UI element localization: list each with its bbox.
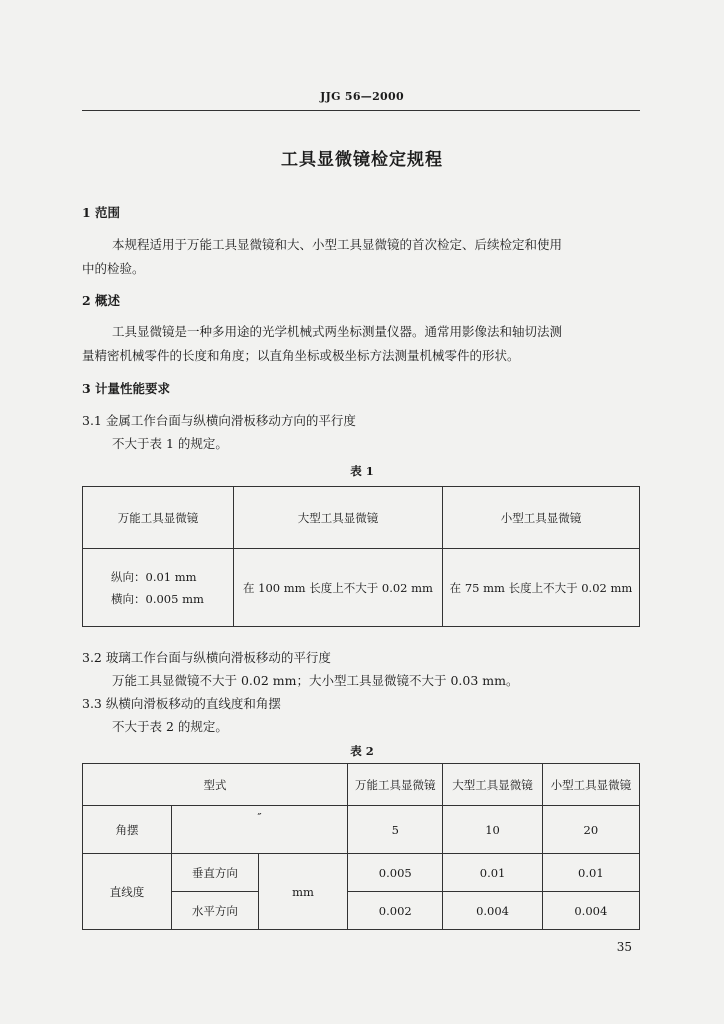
table-2-vertical-universal: 0.005 xyxy=(348,854,443,892)
section-1-text-line1: 本规程适用于万能工具显微镜和大、小型工具显微镜的首次检定、后续检定和使用 xyxy=(112,237,563,252)
table-2-angle-small: 20 xyxy=(542,806,639,854)
table-2-vertical-small: 0.01 xyxy=(542,854,639,892)
table-2-angle-large: 10 xyxy=(443,806,542,854)
section-3-1-heading: 3.1 金属工作台面与纵横向滑板移动方向的平行度 xyxy=(82,413,356,428)
table-2-header-small: 小型工具显微镜 xyxy=(542,764,639,806)
section-3-1-text: 不大于表 1 的规定。 xyxy=(112,436,228,451)
table-2-row-straightness-label: 直线度 xyxy=(83,854,172,930)
table-2-row-angle-label: 角摆 xyxy=(83,806,172,854)
table-2-horizontal-small: 0.004 xyxy=(542,892,639,930)
table-1-cell-transverse: 横向：0.005 mm xyxy=(111,591,204,606)
table-2-caption: 表 2 xyxy=(350,744,374,758)
table-2-header-universal: 万能工具显微镜 xyxy=(348,764,443,806)
table-1-header-small: 小型工具显微镜 xyxy=(443,487,640,549)
table-2-header-large: 大型工具显微镜 xyxy=(443,764,542,806)
table-2-vertical-large: 0.01 xyxy=(443,854,542,892)
page-title: 工具显微镜检定规程 xyxy=(281,150,443,170)
table-2-vertical-label: 垂直方向 xyxy=(171,854,258,892)
section-2-text-line2: 量精密机械零件的长度和角度；以直角坐标或极坐标方法测量机械零件的形状。 xyxy=(82,348,520,363)
table-2-straightness-unit: mm xyxy=(258,854,347,930)
section-1-heading: 1 范围 xyxy=(82,205,121,220)
table-2-angle-universal: 5 xyxy=(348,806,443,854)
table-2-header-type: 型式 xyxy=(83,764,348,806)
section-2-text-line1: 工具显微镜是一种多用途的光学机械式两坐标测量仪器。通常用影像法和轴切法测 xyxy=(112,324,563,339)
section-3-3-text: 不大于表 2 的规定。 xyxy=(112,719,228,734)
table-2-horizontal-universal: 0.002 xyxy=(348,892,443,930)
table-1-cell-large: 在 100 mm 长度上不大于 0.02 mm xyxy=(234,549,443,627)
section-3-heading: 3 计量性能要求 xyxy=(82,381,171,396)
table-1 xyxy=(82,486,640,627)
table-2 xyxy=(82,763,640,930)
page-number: 35 xyxy=(616,940,632,954)
table-2-horizontal-label: 水平方向 xyxy=(171,892,258,930)
section-3-3-heading: 3.3 纵横向滑板移动的直线度和角摆 xyxy=(82,696,281,711)
table-2-row-angle-unit: ″ xyxy=(171,806,347,854)
table-1-header-universal: 万能工具显微镜 xyxy=(83,487,234,549)
section-1-text-line2: 中的检验。 xyxy=(82,261,145,276)
section-2-heading: 2 概述 xyxy=(82,293,121,308)
table-1-cell-small: 在 75 mm 长度上不大于 0.02 mm xyxy=(443,549,640,627)
header-rule xyxy=(82,110,640,111)
table-2-horizontal-large: 0.004 xyxy=(443,892,542,930)
doc-header: JJG 56—2000 xyxy=(320,90,404,103)
table-1-cell-universal xyxy=(83,549,234,627)
section-3-2-text: 万能工具显微镜不大于 0.02 mm；大小型工具显微镜不大于 0.03 mm。 xyxy=(112,673,519,688)
table-1-cell-longitudinal: 纵向：0.01 mm xyxy=(111,569,197,584)
table-1-caption: 表 1 xyxy=(350,464,374,478)
table-1-header-large: 大型工具显微镜 xyxy=(234,487,443,549)
section-3-2-heading: 3.2 玻璃工作台面与纵横向滑板移动的平行度 xyxy=(82,650,331,665)
